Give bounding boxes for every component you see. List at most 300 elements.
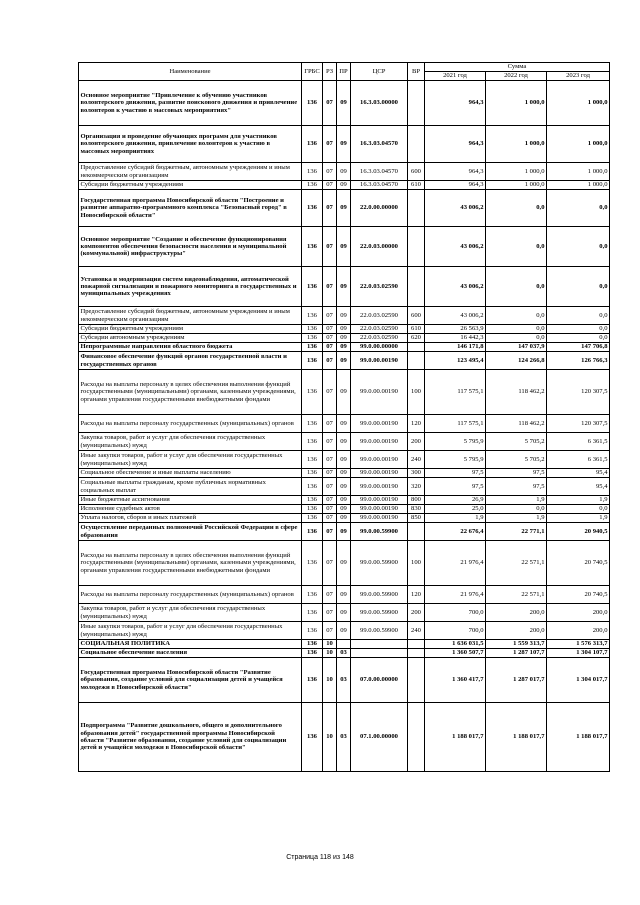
cell-amount-2023: 1 000,0: [547, 163, 610, 181]
table-row: [79, 514, 610, 523]
cell-amount-2022: 1 559 313,7: [486, 640, 547, 649]
cell-amount-2023: 1 000,0: [547, 81, 610, 126]
table-row: [79, 523, 610, 541]
cell-pr: 03: [337, 649, 351, 658]
cell-pr: 03: [337, 658, 351, 703]
cell-rz: 07: [323, 415, 337, 433]
cell-name: Расходы на выплаты персоналу в целях обеспечения выполнения функций государственными (муниципальными) органами, казенными учреждениями, органами управления государственными внебюджетными фондами: [79, 541, 302, 586]
cell-amount-2021: 43 006,2: [425, 267, 486, 307]
cell-amount-2023: 1 304 017,7: [547, 658, 610, 703]
cell-grbs: 136: [302, 307, 323, 325]
table-row: [79, 649, 610, 658]
cell-csr: 16.3.03.04570: [351, 181, 408, 190]
cell-vr: 200: [408, 433, 425, 451]
cell-amount-2022: 1 000,0: [486, 163, 547, 181]
cell-amount-2022: 0,0: [486, 307, 547, 325]
cell-rz: 07: [323, 126, 337, 163]
cell-amount-2023: 1 000,0: [547, 126, 610, 163]
cell-amount-2022: 1 188 017,7: [486, 703, 547, 772]
cell-amount-2023: 95,4: [547, 478, 610, 496]
cell-pr: 09: [337, 190, 351, 227]
cell-grbs: 136: [302, 523, 323, 541]
cell-name: Расходы на выплаты персоналу в целях обеспечения выполнения функций государственными (муниципальными) органами, казенными учреждениями, органами управления государственными внебюджетными фондами: [79, 370, 302, 415]
cell-grbs: 136: [302, 433, 323, 451]
cell-amount-2021: 1 188 017,7: [425, 703, 486, 772]
cell-amount-2021: 1 360 417,7: [425, 658, 486, 703]
cell-vr: [408, 658, 425, 703]
cell-vr: [408, 640, 425, 649]
cell-amount-2023: 147 706,8: [547, 343, 610, 352]
cell-grbs: 136: [302, 334, 323, 343]
cell-amount-2022: 97,5: [486, 478, 547, 496]
cell-pr: 03: [337, 703, 351, 772]
cell-name: Предоставление субсидий бюджетным, автономным учреждениям и иным некоммерческим организациям: [79, 307, 302, 325]
cell-grbs: 136: [302, 343, 323, 352]
cell-rz: 07: [323, 163, 337, 181]
cell-grbs: 136: [302, 81, 323, 126]
cell-name: Предоставление субсидий бюджетным, автономным учреждениям и иным некоммерческим организациям: [79, 163, 302, 181]
table-row: [79, 325, 610, 334]
cell-name: Государственная программа Новосибирской области "Развитие образования, создание условий для социализации детей и учащейся молодежи в Новосибирской области": [79, 658, 302, 703]
cell-grbs: 136: [302, 703, 323, 772]
cell-amount-2023: 126 766,3: [547, 352, 610, 370]
cell-amount-2023: 200,0: [547, 604, 610, 622]
cell-grbs: 136: [302, 227, 323, 267]
cell-rz: 07: [323, 343, 337, 352]
cell-grbs: 136: [302, 352, 323, 370]
cell-rz: 07: [323, 307, 337, 325]
table-row: [79, 126, 610, 163]
cell-grbs: 136: [302, 586, 323, 604]
cell-pr: [337, 640, 351, 649]
cell-amount-2023: 200,0: [547, 622, 610, 640]
cell-grbs: 136: [302, 190, 323, 227]
cell-vr: 600: [408, 163, 425, 181]
cell-amount-2022: 118 462,2: [486, 370, 547, 415]
cell-vr: 600: [408, 307, 425, 325]
cell-rz: 07: [323, 505, 337, 514]
table-body: [79, 81, 610, 772]
cell-pr: 09: [337, 433, 351, 451]
cell-vr: [408, 267, 425, 307]
cell-amount-2023: 120 307,5: [547, 370, 610, 415]
cell-amount-2022: 1 287 017,7: [486, 658, 547, 703]
cell-amount-2021: 117 575,1: [425, 370, 486, 415]
cell-amount-2022: 147 037,9: [486, 343, 547, 352]
cell-vr: [408, 523, 425, 541]
cell-csr: 07.1.00.00000: [351, 703, 408, 772]
cell-pr: 09: [337, 126, 351, 163]
header-name: Наименование: [79, 63, 302, 81]
cell-pr: 09: [337, 352, 351, 370]
cell-csr: 99.0.00.59900: [351, 523, 408, 541]
cell-amount-2021: 21 976,4: [425, 586, 486, 604]
cell-amount-2022: 22 571,1: [486, 541, 547, 586]
cell-amount-2023: 1,9: [547, 514, 610, 523]
cell-pr: 09: [337, 81, 351, 126]
cell-amount-2023: 1 000,0: [547, 181, 610, 190]
header-pr: ПР: [337, 63, 351, 81]
cell-amount-2021: 1,9: [425, 514, 486, 523]
cell-pr: 09: [337, 514, 351, 523]
cell-vr: [408, 703, 425, 772]
cell-pr: 09: [337, 505, 351, 514]
table-row: [79, 190, 610, 227]
cell-name: Субсидии бюджетным учреждениям: [79, 181, 302, 190]
cell-pr: 09: [337, 181, 351, 190]
cell-csr: 22.0.03.02590: [351, 267, 408, 307]
table-row: [79, 370, 610, 415]
cell-rz: 07: [323, 433, 337, 451]
cell-vr: [408, 343, 425, 352]
cell-csr: 07.0.00.00000: [351, 658, 408, 703]
cell-amount-2021: 5 795,9: [425, 433, 486, 451]
cell-grbs: 136: [302, 163, 323, 181]
cell-vr: 830: [408, 505, 425, 514]
cell-amount-2022: 118 462,2: [486, 415, 547, 433]
table-row: [79, 352, 610, 370]
cell-amount-2022: 1,9: [486, 496, 547, 505]
cell-csr: 99.0.00.00190: [351, 433, 408, 451]
cell-name: Непрограммные направления областного бюджета: [79, 343, 302, 352]
cell-vr: 240: [408, 622, 425, 640]
cell-grbs: 136: [302, 370, 323, 415]
cell-csr: 99.0.00.59900: [351, 586, 408, 604]
cell-csr: 99.0.00.00190: [351, 451, 408, 469]
cell-amount-2023: 0,0: [547, 190, 610, 227]
cell-rz: 07: [323, 352, 337, 370]
cell-rz: 07: [323, 81, 337, 126]
table-row: [79, 334, 610, 343]
cell-amount-2022: 5 705,2: [486, 433, 547, 451]
cell-vr: [408, 126, 425, 163]
cell-amount-2021: 5 795,9: [425, 451, 486, 469]
table-row: [79, 267, 610, 307]
cell-csr: 22.0.03.02590: [351, 334, 408, 343]
cell-amount-2021: 964,3: [425, 163, 486, 181]
cell-amount-2023: 6 361,5: [547, 451, 610, 469]
cell-vr: 240: [408, 451, 425, 469]
header-vr: ВР: [408, 63, 425, 81]
cell-rz: 07: [323, 227, 337, 267]
cell-amount-2021: 1 360 507,7: [425, 649, 486, 658]
cell-name: Основное мероприятие "Привлечение к обучению участников волонтерского движения, развитие поискового движения и привлечение волонтеров к участию в массовых мероприятиях": [79, 81, 302, 126]
cell-amount-2021: 43 006,2: [425, 307, 486, 325]
cell-pr: 09: [337, 370, 351, 415]
cell-amount-2022: 1 287 107,7: [486, 649, 547, 658]
cell-grbs: 136: [302, 267, 323, 307]
cell-amount-2021: 1 636 031,5: [425, 640, 486, 649]
header-sum: Сумма: [425, 63, 610, 72]
cell-amount-2022: 0,0: [486, 505, 547, 514]
cell-pr: 09: [337, 541, 351, 586]
cell-name: Иные закупки товаров, работ и услуг для обеспечения государственных (муниципальных) нужд: [79, 451, 302, 469]
cell-csr: 16.3.03.04570: [351, 126, 408, 163]
table-row: [79, 703, 610, 772]
cell-csr: 16.3.03.00000: [351, 81, 408, 126]
cell-pr: 09: [337, 622, 351, 640]
cell-name: Подпрограмма "Развитие дошкольного, общего и дополнительного образования детей" государственной программы Новосибирской области "Развитие образования, создание условий для социализации детей и учащейся молодежи в Новосибирской области": [79, 703, 302, 772]
cell-name: Осуществление переданных полномочий Российской Федерации в сфере образования: [79, 523, 302, 541]
cell-amount-2021: 964,3: [425, 126, 486, 163]
cell-name: Организация и проведение обучающих программ для участников волонтерского движения, привлечение волонтеров к участию в массовых мероприятиях: [79, 126, 302, 163]
cell-pr: 09: [337, 523, 351, 541]
cell-csr: 99.0.00.59900: [351, 604, 408, 622]
cell-grbs: 136: [302, 478, 323, 496]
cell-csr: 99.0.00.59900: [351, 541, 408, 586]
cell-amount-2022: 0,0: [486, 325, 547, 334]
cell-grbs: 136: [302, 469, 323, 478]
cell-csr: [351, 649, 408, 658]
header-year-2022: 2022 год: [486, 72, 547, 81]
cell-amount-2023: 0,0: [547, 334, 610, 343]
cell-name: Субсидии бюджетным учреждениям: [79, 325, 302, 334]
cell-name: Исполнение судебных актов: [79, 505, 302, 514]
cell-rz: 07: [323, 514, 337, 523]
cell-pr: 09: [337, 325, 351, 334]
table-row: [79, 541, 610, 586]
table-row: [79, 433, 610, 451]
header-year-2021: 2021 год: [425, 72, 486, 81]
cell-rz: 07: [323, 370, 337, 415]
cell-rz: 07: [323, 451, 337, 469]
cell-csr: 22.0.03.02590: [351, 307, 408, 325]
cell-vr: 610: [408, 325, 425, 334]
cell-amount-2021: 117 575,1: [425, 415, 486, 433]
cell-amount-2023: 0,0: [547, 267, 610, 307]
cell-name: Установка и модернизация систем видеонаблюдения, автоматической пожарной сигнализации и пожарного мониторинга в государственных и муниципальных учреждениях: [79, 267, 302, 307]
cell-rz: 07: [323, 622, 337, 640]
cell-vr: 100: [408, 370, 425, 415]
cell-amount-2022: 1,9: [486, 514, 547, 523]
cell-amount-2022: 0,0: [486, 334, 547, 343]
cell-name: Субсидии автономным учреждениям: [79, 334, 302, 343]
cell-amount-2021: 97,5: [425, 478, 486, 496]
cell-pr: 09: [337, 163, 351, 181]
cell-amount-2022: 124 266,8: [486, 352, 547, 370]
cell-csr: 22.0.00.00000: [351, 190, 408, 227]
cell-name: Иные закупки товаров, работ и услуг для обеспечения государственных (муниципальных) нужд: [79, 622, 302, 640]
table-row: [79, 227, 610, 267]
table-row: [79, 658, 610, 703]
cell-name: СОЦИАЛЬНАЯ ПОЛИТИКА: [79, 640, 302, 649]
cell-grbs: 136: [302, 451, 323, 469]
cell-pr: 09: [337, 478, 351, 496]
cell-name: Социальное обеспечение и иные выплаты населению: [79, 469, 302, 478]
cell-amount-2021: 25,0: [425, 505, 486, 514]
cell-rz: 07: [323, 604, 337, 622]
cell-vr: 800: [408, 496, 425, 505]
cell-amount-2023: 120 307,5: [547, 415, 610, 433]
cell-amount-2022: 1 000,0: [486, 81, 547, 126]
cell-pr: 09: [337, 496, 351, 505]
cell-name: Расходы на выплаты персоналу государственных (муниципальных) органов: [79, 415, 302, 433]
cell-name: Закупка товаров, работ и услуг для обеспечения государственных (муниципальных) нужд: [79, 604, 302, 622]
cell-rz: 07: [323, 325, 337, 334]
cell-csr: 22.0.03.00000: [351, 227, 408, 267]
cell-amount-2021: 43 006,2: [425, 190, 486, 227]
cell-csr: [351, 640, 408, 649]
cell-grbs: 136: [302, 126, 323, 163]
header-rz: РЗ: [323, 63, 337, 81]
cell-amount-2023: 0,0: [547, 505, 610, 514]
cell-vr: 320: [408, 478, 425, 496]
cell-pr: 09: [337, 469, 351, 478]
cell-grbs: 136: [302, 181, 323, 190]
cell-rz: 07: [323, 181, 337, 190]
table-row: [79, 81, 610, 126]
cell-grbs: 136: [302, 622, 323, 640]
cell-amount-2023: 0,0: [547, 307, 610, 325]
cell-vr: 300: [408, 469, 425, 478]
cell-amount-2021: 21 976,4: [425, 541, 486, 586]
page-number: Страница 118 из 148: [286, 854, 354, 861]
cell-amount-2022: 0,0: [486, 190, 547, 227]
cell-grbs: 136: [302, 415, 323, 433]
cell-csr: 16.3.03.04570: [351, 163, 408, 181]
cell-rz: 07: [323, 267, 337, 307]
cell-amount-2021: 700,0: [425, 604, 486, 622]
header-csr: ЦСР: [351, 63, 408, 81]
cell-amount-2021: 26 563,9: [425, 325, 486, 334]
cell-amount-2022: 200,0: [486, 622, 547, 640]
cell-grbs: 136: [302, 649, 323, 658]
cell-amount-2021: 26,9: [425, 496, 486, 505]
cell-csr: 99.0.00.00190: [351, 469, 408, 478]
cell-rz: 10: [323, 658, 337, 703]
cell-rz: 07: [323, 190, 337, 227]
cell-amount-2023: 1,9: [547, 496, 610, 505]
cell-name: Иные бюджетные ассигнования: [79, 496, 302, 505]
cell-vr: [408, 81, 425, 126]
table-row: [79, 307, 610, 325]
cell-amount-2022: 200,0: [486, 604, 547, 622]
cell-pr: 09: [337, 267, 351, 307]
cell-rz: 07: [323, 586, 337, 604]
table-row: [79, 163, 610, 181]
cell-amount-2023: 1 304 107,7: [547, 649, 610, 658]
table-row: [79, 415, 610, 433]
cell-amount-2021: 964,3: [425, 81, 486, 126]
table-row: [79, 496, 610, 505]
cell-name: Финансовое обеспечение функций органов государственной власти и государственных органов: [79, 352, 302, 370]
table-row: [79, 451, 610, 469]
cell-vr: 620: [408, 334, 425, 343]
cell-pr: 09: [337, 227, 351, 267]
cell-vr: [408, 649, 425, 658]
cell-grbs: 136: [302, 514, 323, 523]
cell-vr: 850: [408, 514, 425, 523]
cell-rz: 07: [323, 496, 337, 505]
cell-name: Социальные выплаты гражданам, кроме публичных нормативных социальных выплат: [79, 478, 302, 496]
cell-grbs: 136: [302, 604, 323, 622]
cell-grbs: 136: [302, 505, 323, 514]
cell-pr: 09: [337, 586, 351, 604]
cell-vr: 200: [408, 604, 425, 622]
cell-rz: 07: [323, 469, 337, 478]
cell-pr: 09: [337, 307, 351, 325]
cell-amount-2023: 0,0: [547, 227, 610, 267]
table-row: [79, 640, 610, 649]
cell-amount-2022: 1 000,0: [486, 181, 547, 190]
cell-grbs: 136: [302, 658, 323, 703]
cell-amount-2023: 1 576 313,7: [547, 640, 610, 649]
cell-amount-2023: 0,0: [547, 325, 610, 334]
cell-csr: 22.0.03.02590: [351, 325, 408, 334]
cell-vr: 610: [408, 181, 425, 190]
cell-vr: [408, 190, 425, 227]
cell-pr: 09: [337, 415, 351, 433]
cell-rz: 07: [323, 523, 337, 541]
table-row: [79, 622, 610, 640]
cell-amount-2022: 22 771,1: [486, 523, 547, 541]
cell-grbs: 136: [302, 496, 323, 505]
table-row: [79, 469, 610, 478]
cell-amount-2023: 95,4: [547, 469, 610, 478]
cell-name: Социальное обеспечение населения: [79, 649, 302, 658]
cell-csr: 99.0.00.00190: [351, 496, 408, 505]
cell-name: Расходы на выплаты персоналу государственных (муниципальных) органов: [79, 586, 302, 604]
cell-grbs: 136: [302, 640, 323, 649]
cell-csr: 99.0.00.00000: [351, 343, 408, 352]
table-row: [79, 478, 610, 496]
table-row: [79, 505, 610, 514]
cell-pr: 09: [337, 451, 351, 469]
cell-amount-2021: 146 171,8: [425, 343, 486, 352]
cell-amount-2021: 964,3: [425, 181, 486, 190]
cell-pr: 09: [337, 604, 351, 622]
cell-vr: 120: [408, 586, 425, 604]
cell-rz: 10: [323, 703, 337, 772]
cell-pr: 09: [337, 334, 351, 343]
cell-name: Уплата налогов, сборов и иных платежей: [79, 514, 302, 523]
cell-amount-2022: 97,5: [486, 469, 547, 478]
cell-csr: 99.0.00.00190: [351, 370, 408, 415]
cell-rz: 10: [323, 649, 337, 658]
cell-name: Государственная программа Новосибирской области "Построение и развитие аппаратно-программного комплекса "Безопасный город" в Новосибирской области": [79, 190, 302, 227]
cell-csr: 99.0.00.59900: [351, 622, 408, 640]
header-grbs: ГРБС: [302, 63, 323, 81]
table-row: [79, 343, 610, 352]
cell-amount-2023: 1 188 017,7: [547, 703, 610, 772]
cell-grbs: 136: [302, 325, 323, 334]
cell-amount-2022: 0,0: [486, 267, 547, 307]
cell-rz: 07: [323, 478, 337, 496]
cell-vr: 100: [408, 541, 425, 586]
cell-amount-2022: 1 000,0: [486, 126, 547, 163]
table-row: [79, 586, 610, 604]
cell-amount-2021: 700,0: [425, 622, 486, 640]
cell-vr: [408, 352, 425, 370]
cell-csr: 99.0.00.00190: [351, 352, 408, 370]
cell-rz: 07: [323, 541, 337, 586]
table-row: [79, 181, 610, 190]
cell-amount-2022: 0,0: [486, 227, 547, 267]
cell-name: Закупка товаров, работ и услуг для обеспечения государственных (муниципальных) нужд: [79, 433, 302, 451]
cell-amount-2022: 22 571,1: [486, 586, 547, 604]
cell-amount-2023: 6 361,5: [547, 433, 610, 451]
cell-csr: 99.0.00.00190: [351, 514, 408, 523]
cell-csr: 99.0.00.00190: [351, 505, 408, 514]
cell-pr: 09: [337, 343, 351, 352]
cell-vr: 120: [408, 415, 425, 433]
cell-grbs: 136: [302, 541, 323, 586]
table-row: [79, 604, 610, 622]
cell-rz: 10: [323, 640, 337, 649]
cell-amount-2023: 20 940,5: [547, 523, 610, 541]
cell-vr: [408, 227, 425, 267]
cell-csr: 99.0.00.00190: [351, 415, 408, 433]
